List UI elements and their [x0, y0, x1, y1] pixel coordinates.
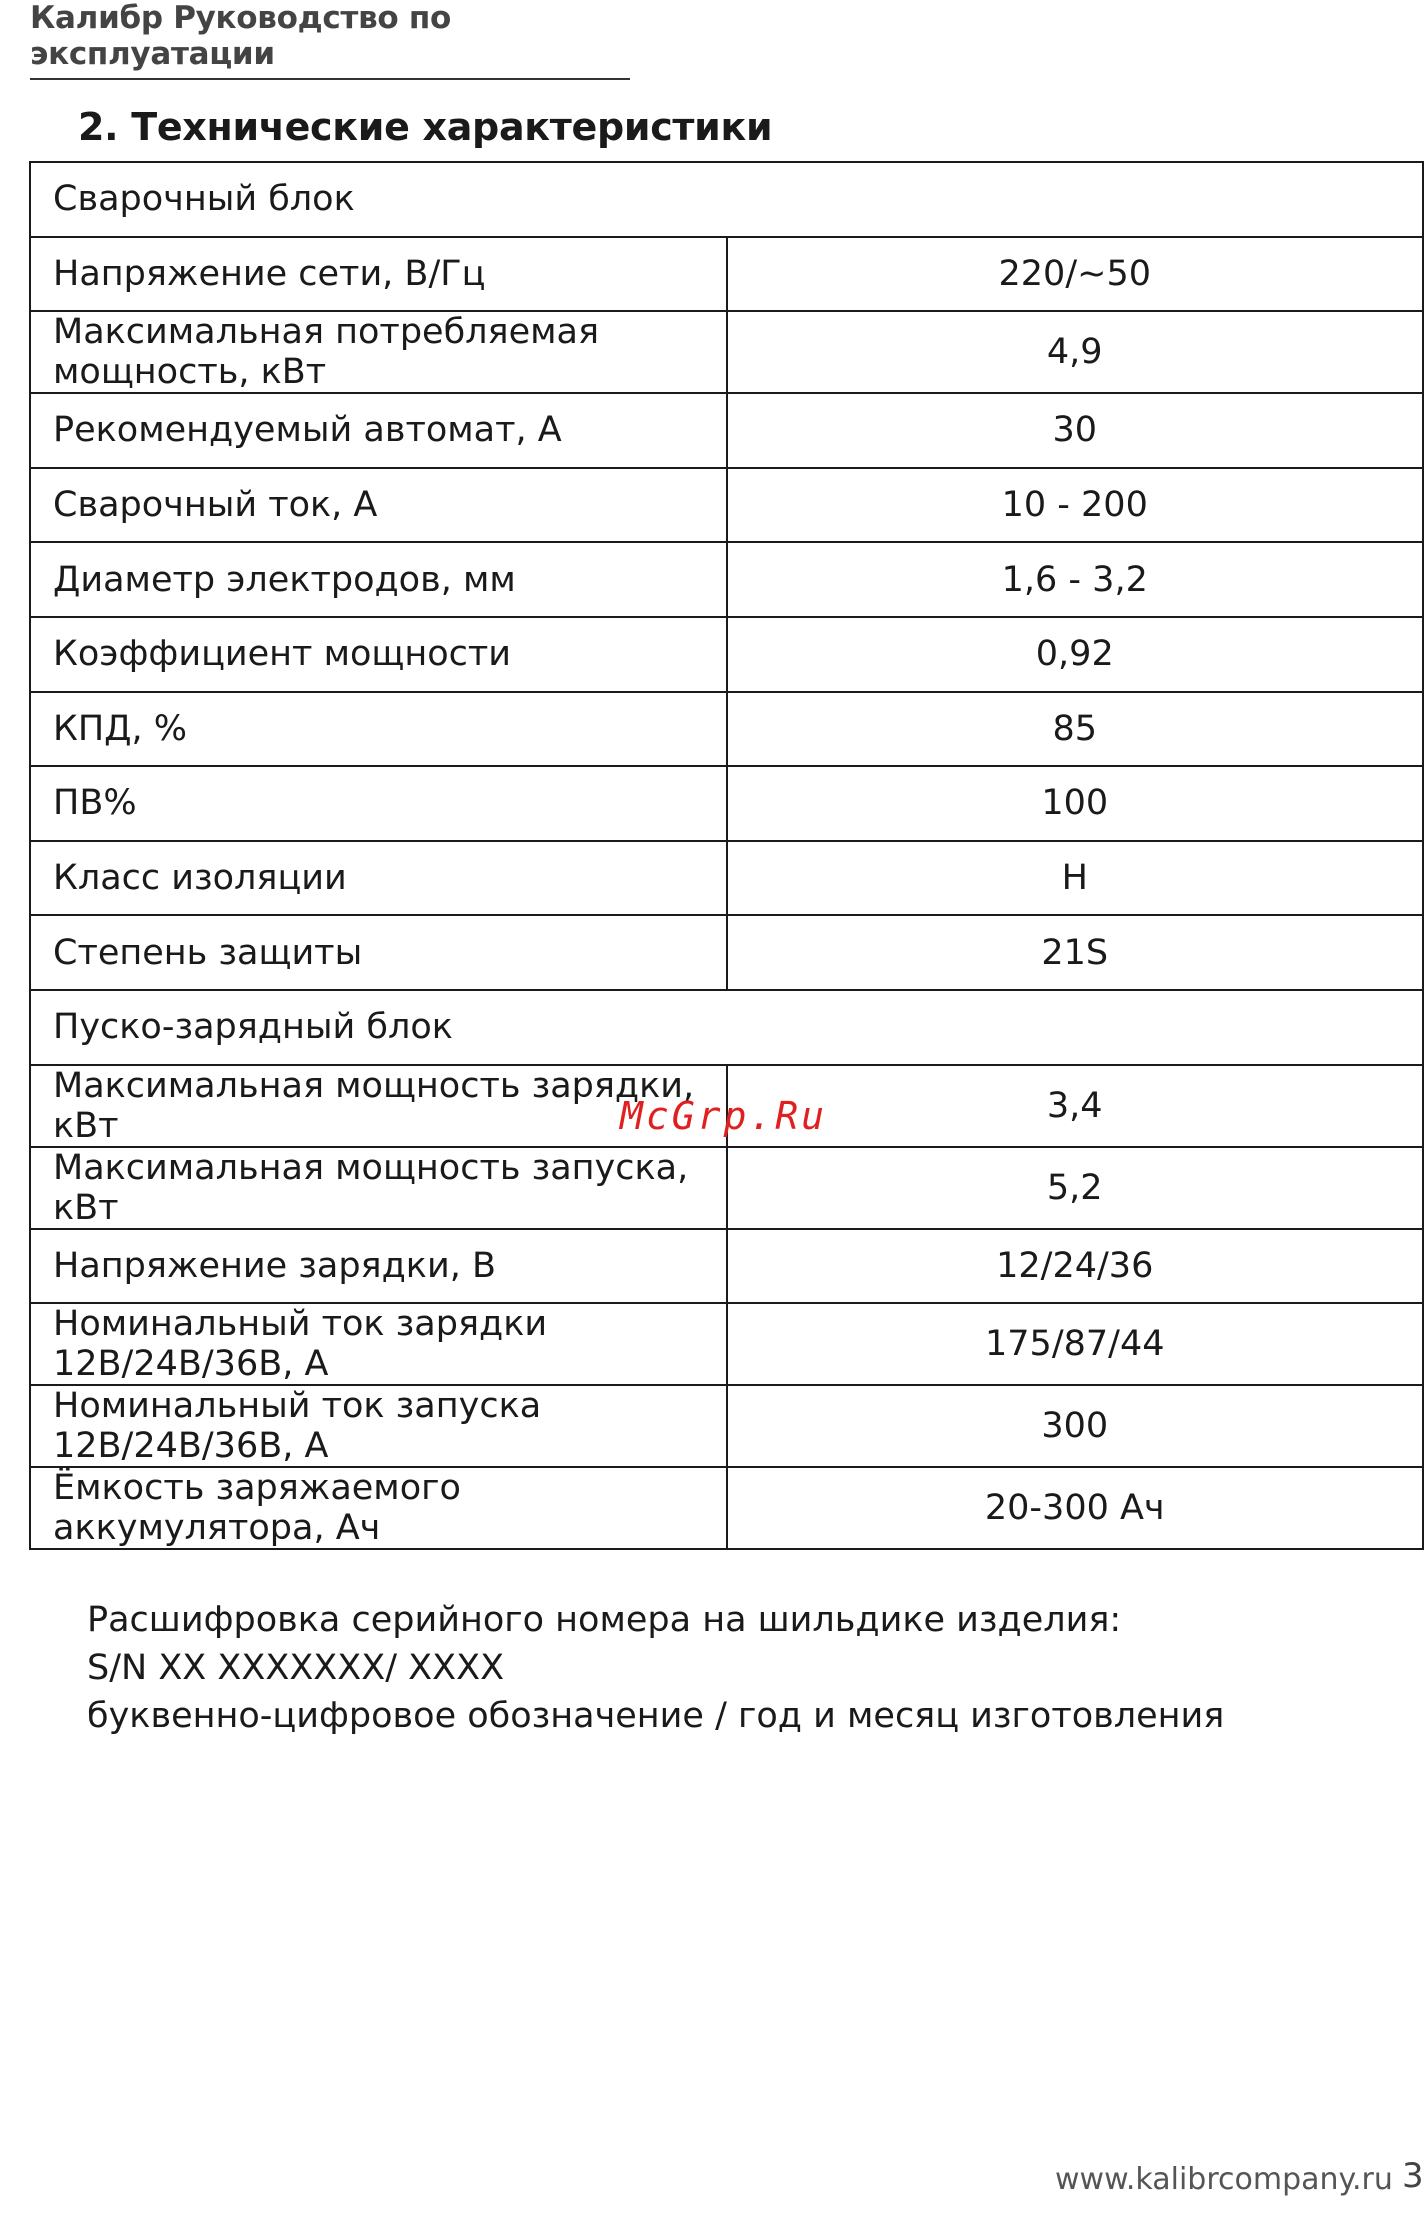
param-value: 12/24/36 [727, 1229, 1424, 1304]
table-row [30, 1467, 1423, 1549]
table-row [30, 311, 1423, 393]
serial-note-line-2: S/N XX XXXXXXX/ XXXX [87, 1648, 505, 1688]
serial-note-line-1: Расшифровка серийного номера на шильдике изделия: [87, 1600, 1122, 1640]
param-value: 175/87/44 [727, 1303, 1424, 1385]
watermark: McGrp.Ru [620, 1094, 828, 1138]
section-row-welding [30, 162, 1423, 237]
param-name: Коэффициент мощности [30, 617, 727, 692]
serial-notes [87, 1596, 1224, 1740]
section-label-welding: Сварочный блок [30, 162, 1423, 237]
param-name: Максимальная потребляемая мощность, кВт [30, 311, 727, 393]
section-label-charger: Пуско-зарядный блок [30, 990, 1423, 1065]
param-name: Напряжение зарядки, В [30, 1229, 727, 1304]
serial-note-line-3: буквенно-цифровое обозначение / год и месяц изготовления [87, 1696, 1225, 1736]
param-name: Номинальный ток запуска 12В/24В/36В, А [30, 1385, 727, 1467]
table-row [30, 1303, 1423, 1385]
param-value: 21S [727, 915, 1424, 990]
table-row [30, 1229, 1423, 1304]
table-row [30, 393, 1423, 468]
param-value: H [727, 841, 1424, 916]
param-name: Класс изоляции [30, 841, 727, 916]
param-value: 20-300 Ач [727, 1467, 1424, 1549]
section-row-charger [30, 990, 1423, 1065]
param-name: Напряжение сети, В/Гц [30, 237, 727, 312]
param-value: 30 [727, 393, 1424, 468]
param-value: 10 - 200 [727, 468, 1424, 543]
table-row [30, 915, 1423, 990]
param-value: 220/~50 [727, 237, 1424, 312]
param-value: 3,4 [727, 1065, 1424, 1147]
param-name: Ёмкость заряжаемого аккумулятора, Ач [30, 1467, 727, 1549]
param-name: Рекомендуемый автомат, А [30, 393, 727, 468]
param-name: Степень защиты [30, 915, 727, 990]
table-row [30, 841, 1423, 916]
param-name: Диаметр электродов, мм [30, 542, 727, 617]
footer-url: www.kalibrcompany.ru [1055, 2162, 1393, 2197]
table-row [30, 1385, 1423, 1467]
table-row [30, 237, 1423, 312]
table-row [30, 542, 1423, 617]
param-value: 300 [727, 1385, 1424, 1467]
param-name: Сварочный ток, А [30, 468, 727, 543]
table-row [30, 692, 1423, 767]
table-row [30, 766, 1423, 841]
specifications-table [29, 161, 1424, 1550]
param-value: 100 [727, 766, 1424, 841]
param-value: 1,6 - 3,2 [727, 542, 1424, 617]
document-header: Калибр Руководство по эксплуатации [30, 0, 630, 80]
param-name: ПВ% [30, 766, 727, 841]
param-value: 4,9 [727, 311, 1424, 393]
param-name: Максимальная мощность зарядки, кВт [30, 1065, 727, 1147]
table-row [30, 1147, 1423, 1229]
param-name: КПД, % [30, 692, 727, 767]
param-value: 85 [727, 692, 1424, 767]
param-name: Максимальная мощность запуска, кВт [30, 1147, 727, 1229]
param-value: 5,2 [727, 1147, 1424, 1229]
table-row [30, 468, 1423, 543]
section-title: 2. Технические характеристики [78, 105, 773, 149]
param-value: 0,92 [727, 617, 1424, 692]
page-number: 3 [1402, 2156, 1424, 2196]
param-name: Номинальный ток зарядки 12В/24В/36В, А [30, 1303, 727, 1385]
table-row [30, 617, 1423, 692]
